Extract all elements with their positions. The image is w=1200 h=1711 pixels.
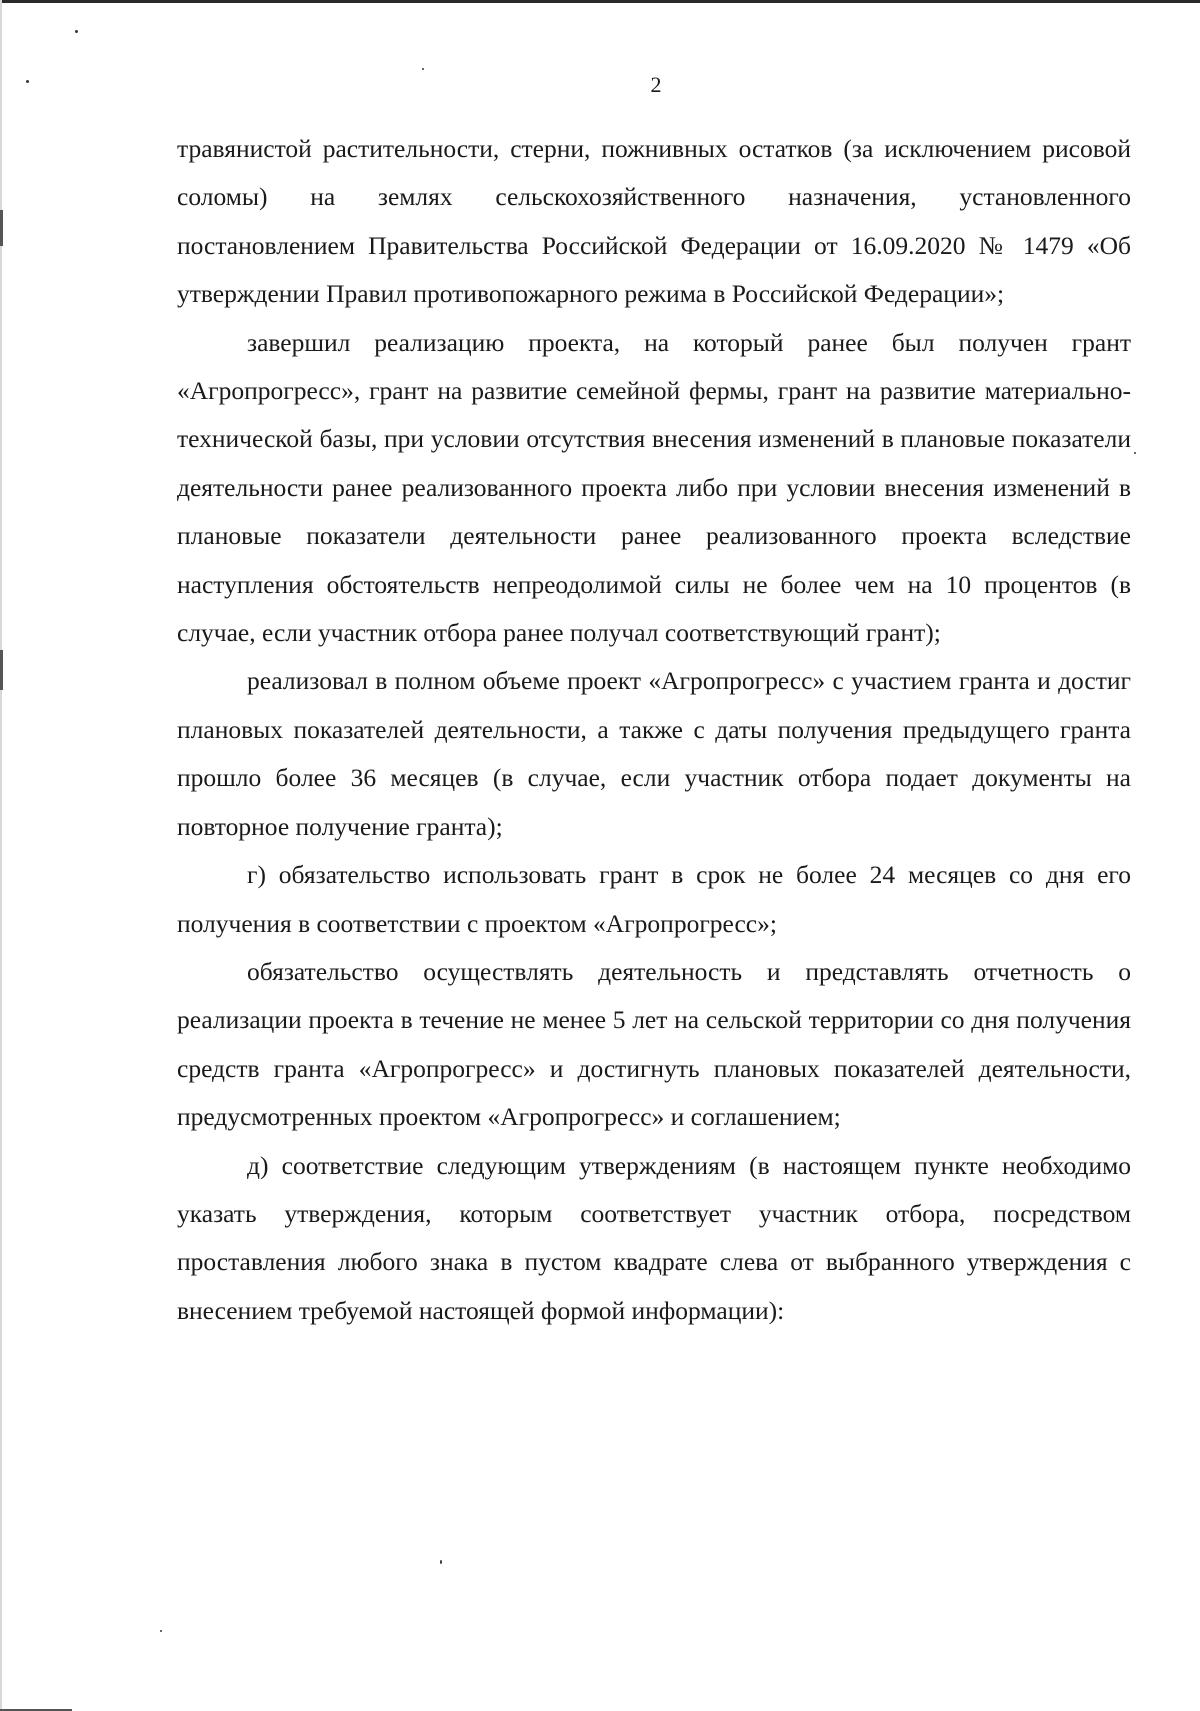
scan-edge-left (0, 0, 2, 1711)
scan-mark-left (0, 210, 3, 246)
document-body (177, 125, 1131, 1335)
scan-speck (26, 80, 29, 83)
page-number: 2 (650, 72, 662, 97)
scan-speck (1134, 452, 1136, 454)
scan-speck (422, 68, 424, 70)
paragraph: завершил реализацию проекта, на который ранее был получен грант «Агропрогресс», грант на развитие семейной фермы, грант на развитие материально-технической базы, при условии отсутствия внесения изменений в плановые показатели деятельности ранее реализованного проекта либо при условии внесения изменений в плановые показатели деятельности ранее реализованного проекта вследствие наступления обстоятельств непреодолимой силы не более чем на 10 процентов (в случае, если участник отбора ранее получал соответствующий грант); (177, 327, 1131, 648)
paragraph: г) обязательство использовать грант в срок не более 24 месяцев со дня его получения в соответствии с проектом «Агропрогресс»; (177, 860, 1131, 938)
scan-edge-top (0, 0, 1200, 3)
scan-speck (75, 30, 78, 33)
scan-mark-left (0, 650, 3, 690)
paragraph: травянистой растительности, стерни, пожнивных остатков (за исключением рисовой соломы) на землях сельскохозяйственного назначения, установленного постановлением Правительства Российской Федерации от 16.09.2020 № 1479 «Об утверждении Правил противопожарного режима в Российской Федерации»; (177, 134, 1131, 309)
paragraph: обязательство осуществлять деятельность и представлять отчетность о реализации проекта в течение не менее 5 лет на сельской территории со дня получения средств гранта «Агропрогресс» и достигнуть плановых показателей деятельности, предусмотренных проектом «Агропрогресс» и соглашением; (177, 956, 1131, 1132)
paragraph: д) соответствие следующим утверждениям (в настоящем пункте необходимо указать утверждения, которым соответствует участник отбора, посредством проставления любого знака в пустом квадрате слева от выбранного утверждения с внесением требуемой настоящей формой информации): (177, 1150, 1131, 1325)
paragraph: реализовал в полном объеме проект «Агропрогресс» с участием гранта и достиг плановых показателей деятельности, а также с даты получения предыдущего гранта прошло более 36 месяцев (в случае, если участник отбора подает документы на повторное получение гранта); (177, 666, 1131, 841)
scan-speck (440, 1560, 442, 1564)
scan-speck (160, 1630, 162, 1632)
